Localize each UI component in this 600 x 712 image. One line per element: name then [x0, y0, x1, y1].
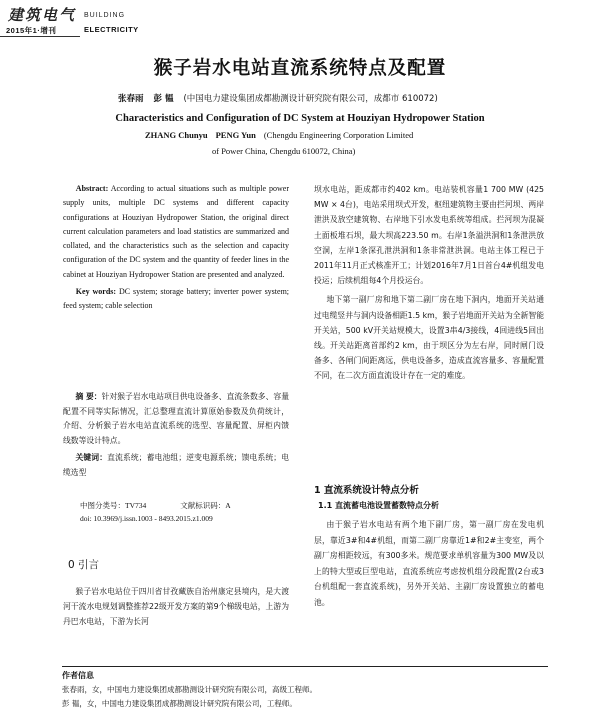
clc-number: 中图分类号：TV734 — [80, 501, 147, 510]
keywords-cn-label: 关键词： — [75, 453, 108, 463]
section-1-1-heading: 1.1 直流蓄电池设置蓄数特点分析 — [318, 501, 439, 510]
footnote-title: 作者信息 — [62, 671, 94, 680]
author2-cn: 彭 韫 — [153, 94, 174, 104]
section-1-heading: 1 直流系统设计特点分析 — [314, 485, 419, 496]
abstract-cn — [63, 390, 289, 481]
abstract-cn-label: 摘 要： — [75, 392, 102, 401]
section-0-body — [63, 584, 289, 629]
footnote-divider — [62, 666, 548, 667]
header-divider — [0, 36, 80, 37]
doi: doi: 10.3969/j.issn.1003 - 8493.2015.z1.009 — [80, 514, 213, 523]
journal-logo-en-building: BUILDING — [84, 12, 126, 19]
right-para-3: 由于猴子岩水电站有两个地下副厂房，第一副厂房在发电机层，靠近3#和4#机组，而第二副厂房靠近1#和2#主变室，两个副厂房相距较远，有300多米。规范要求单机容量为300 MW及以上的特大型或巨型电站，直流系统应考虑按机组分段配置(2台或3台机组配一套直流系统)，另外开关站、主副厂房设置独立的蓄电池。 — [314, 520, 544, 607]
footnote-author2: 彭 韫，女，中国电力建设集团成都勘测设计研究院有限公司，工程师。 — [62, 699, 297, 708]
affiliation-en-1: (Chengdu Engineering Corporation Limited — [263, 130, 414, 140]
section-0-heading: 0 引言 — [68, 559, 100, 571]
footnote-author1: 张春雨，女，中国电力建设集团成都勘测设计研究院有限公司，高级工程师。 — [62, 685, 317, 694]
article-title-en: Characteristics and Configuration of DC System at Houziyan Hydropower Station — [115, 113, 485, 124]
journal-issue: 2015年1·增刊 — [6, 26, 57, 35]
section-1-1-body — [314, 517, 544, 611]
keywords-cn: 直流系统；蓄电池组；逆变电源系统；馈电系统；电缆选型 — [63, 453, 290, 477]
article-title-cn: 猴子岩水电站直流系统特点及配置 — [153, 58, 447, 79]
classification-line — [80, 500, 231, 511]
authors-en — [145, 130, 413, 140]
authors-cn — [118, 92, 438, 104]
section-0-text: 猴子岩水电站位于四川省甘孜藏族自治州康定县境内，是大渡河干流水电规划调整推荐22级开发方案的第9个梯级电站，上游为丹巴水电站，下游为长河 — [63, 587, 289, 626]
right-para-1: 坝水电站，距成都市约402 km。电站装机容量1 700 MW (425 MW × 4台)，电站采用坝式开发，枢纽建筑物主要由拦河坝、两岸泄洪及放空建筑物、右岸地下引水发电系统等组成。拦河坝为混凝土面板堆石坝，最大坝高223.50 m。右岸1条溢洪洞和1条泄洪放空洞，左岸1条深孔泄洪洞和1条非常泄洪洞。电站主体工程已于2011年11月正式核准开工；计划2016年7月1日首台4#机组发电投运；后续机组每4个月投运台。 — [314, 185, 544, 286]
right-column-body — [314, 182, 544, 384]
author1-cn: 张春雨 — [118, 94, 144, 104]
abstract-en-label: Abstract: — [75, 184, 109, 193]
affiliation-cn: (中国电力建设集团成都勘测设计研究院有限公司，成都市 610072) — [183, 94, 438, 104]
author2-en: PENG Yun — [215, 130, 256, 140]
journal-logo-en-electricity: ELECTRICITY — [84, 25, 139, 34]
right-para-2: 地下第一副厂房和地下第二副厂房在地下洞内，地面开关站通过电缆竖井与洞内设备相距1.5 km，猴子岩地面开关站为全新智能开关站，500 kV开关站规模大，设置3串4/3接线，4回进线5回出线。开关站距离首部约2 km，由于坝区分为左右岸，同时闸门设备多、各闸门间距离远，供电设备多，造成直流容量多、容量配置不同，在二次方面直流设计存在一定的难度。 — [314, 295, 544, 381]
abstract-cn-text: 针对猴子岩水电站项目供电设备多、直流条数多、容量配置不同等实际情况，汇总整理直流计算原始参数及负荷统计，介绍、分析猴子岩水电站直流系统的选型、容量配置、屏柜内馈线数等设计特点。 — [63, 392, 290, 445]
affiliation-en-2: of Power China, Chengdu 610072, China) — [212, 146, 356, 156]
keywords-en-label: Key words: — [75, 287, 117, 297]
author1-en: ZHANG Chunyu — [145, 130, 208, 140]
abstract-en — [63, 182, 289, 314]
document-code: 文献标识码：A — [180, 501, 231, 510]
journal-logo-cn: 建筑电气 — [8, 6, 77, 24]
abstract-en-text: According to actual situations such as multiple power supply units, multiple DC systems and different capacity configurations at Houziyan Hydropower Station, the original direct current calculation parameters and load statistics are summarized and collated, and the characteristics such as the selection and capacity configuration of the DC system and the quantity of feeder lines in the cabinet at Houziyan Hydropower Station are presented and analyzed. — [63, 184, 289, 279]
keywords-en: DC system; storage battery; inverter power system; feed system; cable selection — [63, 287, 290, 311]
